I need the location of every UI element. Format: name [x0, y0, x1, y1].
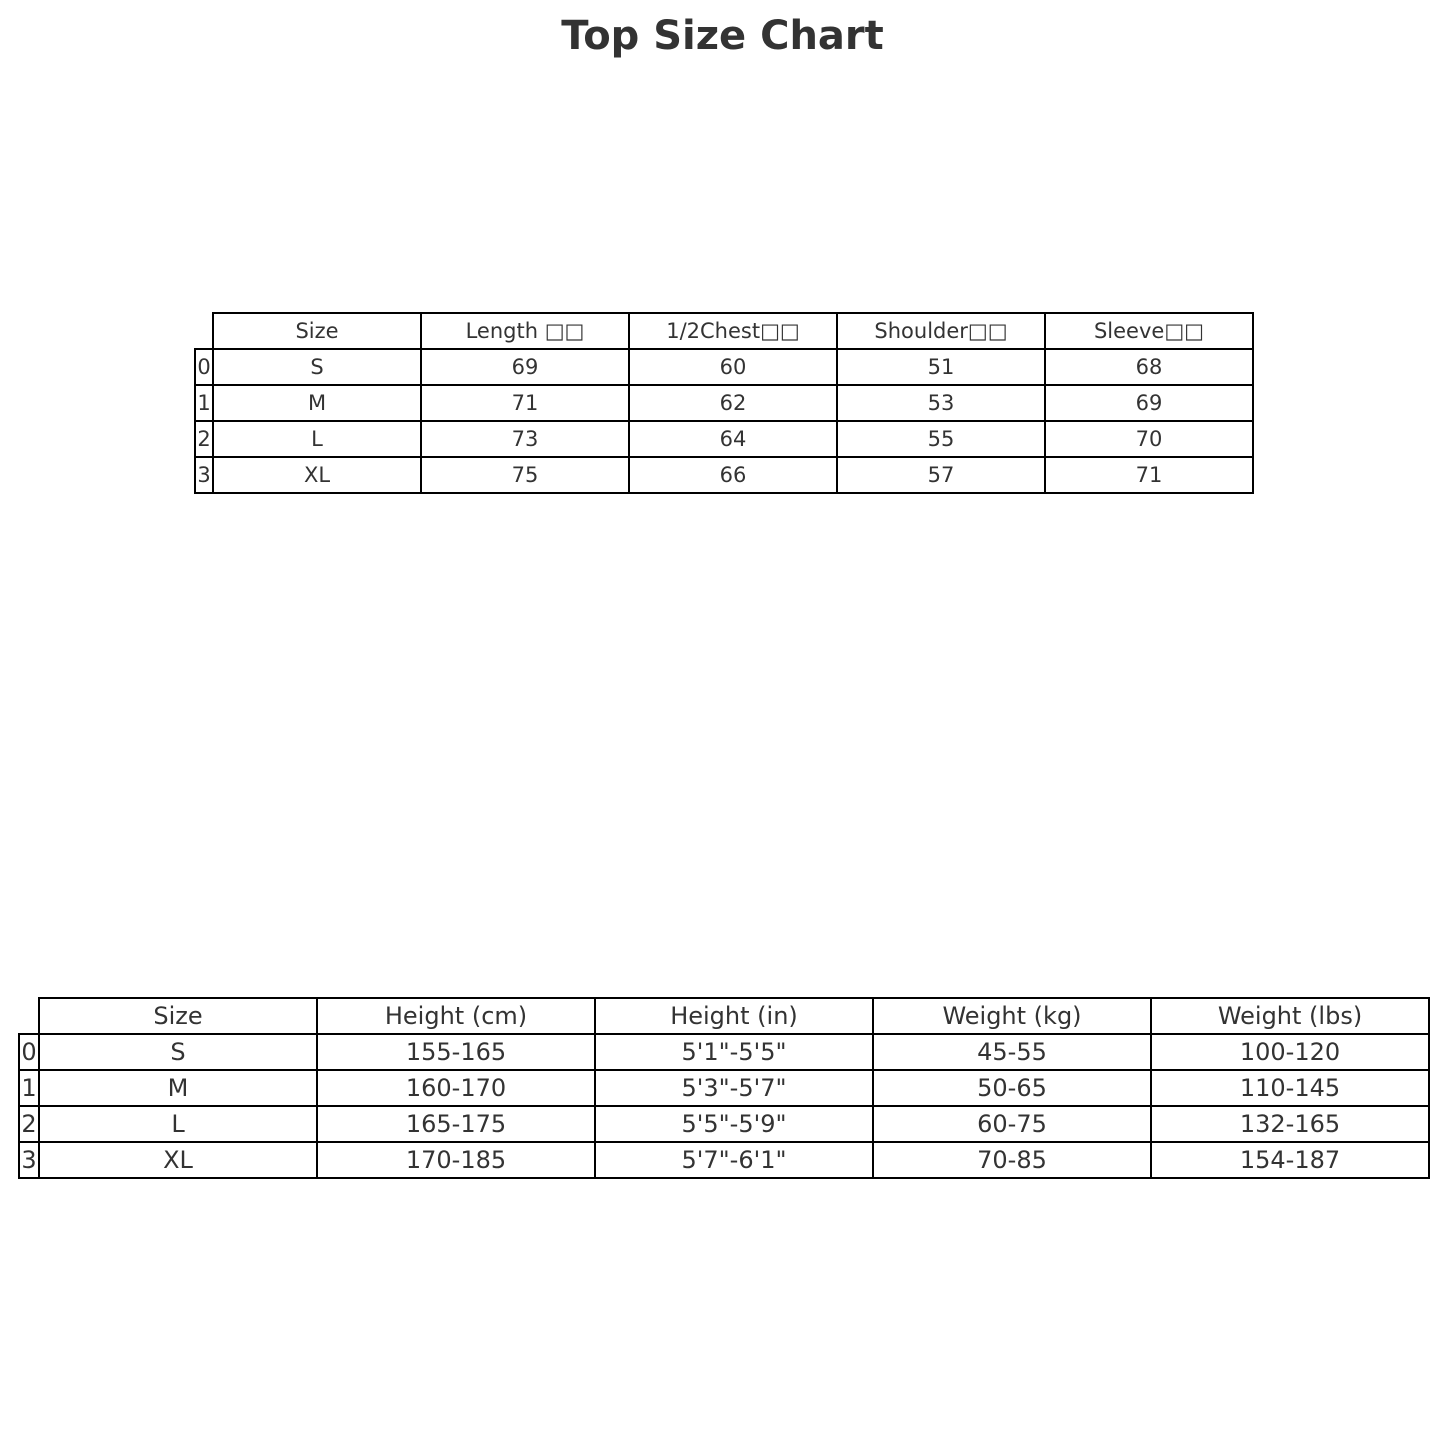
table-row [195, 421, 1253, 457]
row-index: 0 [19, 1034, 39, 1070]
column-header: Shoulder□□ [837, 313, 1045, 349]
table-cell: 66 [629, 457, 837, 493]
row-index: 3 [195, 457, 213, 493]
table-cell: 45-55 [873, 1034, 1151, 1070]
table-cell: 62 [629, 385, 837, 421]
table-header-row [195, 313, 1253, 349]
table-cell: 50-65 [873, 1070, 1151, 1106]
table-header-row [19, 998, 1429, 1034]
table-cell: 71 [421, 385, 629, 421]
table-cell: S [39, 1034, 317, 1070]
table-row [195, 457, 1253, 493]
table-cell: 165-175 [317, 1106, 595, 1142]
table-cell: 170-185 [317, 1142, 595, 1178]
table-cell: 132-165 [1151, 1106, 1429, 1142]
column-header: Weight (lbs) [1151, 998, 1429, 1034]
table-row [19, 1070, 1429, 1106]
table-cell: 60 [629, 349, 837, 385]
fit-guide-table [18, 997, 1430, 1179]
table-cell: 154-187 [1151, 1142, 1429, 1178]
table-cell: 5'5"-5'9" [595, 1106, 873, 1142]
table-row [19, 1106, 1429, 1142]
table-cell: M [213, 385, 421, 421]
table-cell: XL [39, 1142, 317, 1178]
table-cell: 70 [1045, 421, 1253, 457]
column-header: Length □□ [421, 313, 629, 349]
table-cell: 57 [837, 457, 1045, 493]
column-header: Sleeve□□ [1045, 313, 1253, 349]
page-title: Top Size Chart [561, 13, 884, 59]
table-cell: 51 [837, 349, 1045, 385]
column-header: Size [213, 313, 421, 349]
row-index: 1 [195, 385, 213, 421]
column-header: Weight (kg) [873, 998, 1151, 1034]
table-cell: 155-165 [317, 1034, 595, 1070]
table-cell: 100-120 [1151, 1034, 1429, 1070]
table-cell: S [213, 349, 421, 385]
table-cell: 69 [421, 349, 629, 385]
table-cell: XL [213, 457, 421, 493]
table-cell: M [39, 1070, 317, 1106]
table-cell: 5'1"-5'5" [595, 1034, 873, 1070]
table-corner [195, 313, 213, 349]
table-cell: 55 [837, 421, 1045, 457]
table-cell: 73 [421, 421, 629, 457]
row-index: 2 [195, 421, 213, 457]
table-cell: 160-170 [317, 1070, 595, 1106]
table-cell: 5'7"-6'1" [595, 1142, 873, 1178]
table-corner [19, 998, 39, 1034]
table-cell: 68 [1045, 349, 1253, 385]
table-cell: 69 [1045, 385, 1253, 421]
row-index: 2 [19, 1106, 39, 1142]
column-header: Height (cm) [317, 998, 595, 1034]
table-cell: 110-145 [1151, 1070, 1429, 1106]
table-cell: 70-85 [873, 1142, 1151, 1178]
measurement-table [194, 312, 1254, 494]
table-cell: 64 [629, 421, 837, 457]
column-header: Height (in) [595, 998, 873, 1034]
table-cell: 5'3"-5'7" [595, 1070, 873, 1106]
table-row [195, 349, 1253, 385]
table-row [195, 385, 1253, 421]
row-index: 1 [19, 1070, 39, 1106]
column-header: Size [39, 998, 317, 1034]
table-cell: L [39, 1106, 317, 1142]
row-index: 3 [19, 1142, 39, 1178]
table-cell: 53 [837, 385, 1045, 421]
table-row [19, 1034, 1429, 1070]
table-cell: 71 [1045, 457, 1253, 493]
table-cell: 75 [421, 457, 629, 493]
table-cell: L [213, 421, 421, 457]
column-header: 1/2Chest□□ [629, 313, 837, 349]
row-index: 0 [195, 349, 213, 385]
table-row [19, 1142, 1429, 1178]
table-cell: 60-75 [873, 1106, 1151, 1142]
